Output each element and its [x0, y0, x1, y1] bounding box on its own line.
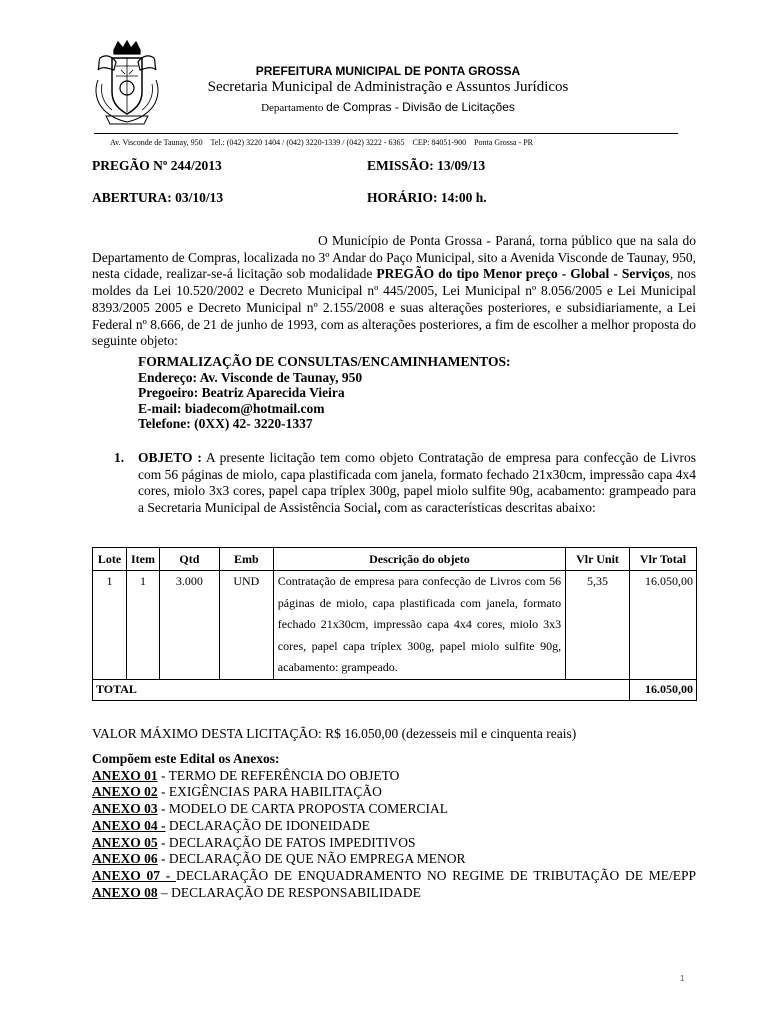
- table-row: [93, 571, 697, 680]
- department-name: [168, 100, 608, 114]
- header-item: Item: [126, 548, 159, 571]
- annex-item: ANEXO 08 – DECLARAÇÃO DE RESPONSABILIDADE: [92, 884, 421, 900]
- cell-vlr-unit: 5,35: [566, 571, 630, 680]
- annex-item: ANEXO 04 - DECLARAÇÃO DE IDONEIDADE: [92, 817, 370, 833]
- department-prefix: Departamento: [261, 102, 324, 114]
- annex-item: ANEXO 03 - MODELO DE CARTA PROPOSTA COMERCIAL: [92, 801, 448, 817]
- annex-item: ANEXO 06 - DECLARAÇÃO DE QUE NÃO EMPREGA MENOR: [92, 851, 466, 867]
- opening-date: ABERTURA: 03/10/13: [92, 190, 224, 205]
- header-divider: [94, 133, 678, 134]
- org-name: PREFEITURA MUNICIPAL DE PONTA GROSSA: [255, 64, 521, 78]
- street-address: Av. Visconde de Taunay, 950: [110, 138, 203, 147]
- cell-lote: 1: [93, 571, 127, 680]
- header-emb: Emb: [219, 548, 273, 571]
- emission-date: EMISSÃO: 13/09/13: [367, 158, 486, 173]
- cell-emb: UND: [219, 571, 273, 680]
- annex-item: ANEXO 02 - EXIGÊNCIAS PARA HABILITAÇÃO: [92, 784, 382, 800]
- header-vlr-unit: Vlr Unit: [566, 548, 630, 571]
- address-line: [110, 138, 539, 147]
- modality-bold: PREGÃO do tipo Menor preço - Global - Serviços: [376, 266, 670, 282]
- pregao-number: PREGÃO Nº 244/2013: [92, 158, 222, 173]
- annex-item: ANEXO 01 - TERMO DE REFERÊNCIA DO OBJETO: [92, 767, 400, 783]
- contact-title: FORMALIZAÇÃO DE CONSULTAS/ENCAMINHAMENTOS:: [138, 354, 511, 369]
- objeto-label: OBJETO :: [138, 450, 202, 465]
- page-number: 1: [680, 974, 685, 983]
- total-label: TOTAL: [93, 679, 630, 700]
- department-suffix: de Compras - Divisão de Licitações: [326, 100, 515, 114]
- contact-pregoeiro: Pregoeiro: Beatriz Aparecida Vieira: [138, 385, 345, 401]
- header-desc: Descrição do objeto: [273, 548, 565, 571]
- postal-code: CEP: 84051-900: [412, 138, 467, 147]
- cell-qtd: 3.000: [159, 571, 219, 680]
- header-vlr-total: Vlr Total: [629, 548, 696, 571]
- table-header-row: [93, 548, 697, 571]
- max-value: VALOR MÁXIMO DESTA LICITAÇÃO: R$ 16.050,00 (dezesseis mil e cinquenta reais): [92, 726, 577, 741]
- opening-time: HORÁRIO: 14:00 h.: [367, 190, 487, 205]
- phone-numbers: Tel.: (042) 3220 1404 / (042) 3220-1339 / (042) 3222 - 6365: [210, 138, 405, 147]
- annexes-title: Compõem este Edital os Anexos:: [92, 751, 280, 766]
- intro-paragraph: O Município de Ponta Grossa - Paraná, torna público que na sala do Departamento de Compras, localizada no 3º Andar do Paço Municipal, sito a Avenida Visconde de Taunay, 950, nesta cidade, realizar-se-á licitação sob modalidade PREGÃO do tipo Menor preço - Global - Serviços, nos moldes da Lei 10.520/2002 e Decreto Municipal nº 445/2005, Lei Municipal nº 8.056/2005 e Lei Municipal 8393/2005 2005 e Decreto Municipal nº 2.155/2008 e suas alterações posteriores, e subsidiariamente, a Lei Federal nº 8.666, de 21 de junho de 1993, com as alterações posteriores, a fim de escolher a melhor proposta do seguinte objeto:: [92, 233, 696, 349]
- annex-item: ANEXO 05 - DECLARAÇÃO DE FATOS IMPEDITIVOS: [92, 834, 416, 850]
- section-number: 1.: [114, 450, 125, 465]
- table-total-row: [93, 679, 697, 700]
- contact-block: [138, 354, 511, 432]
- coat-of-arms-icon: [92, 40, 162, 126]
- city: Ponta Grossa - PR: [474, 138, 533, 147]
- total-value: 16.050,00: [629, 679, 696, 700]
- header-lote: Lote: [93, 548, 127, 571]
- header-qtd: Qtd: [159, 548, 219, 571]
- secretaria-name: Secretaria Municipal de Administração e Assuntos Jurídicos: [207, 79, 569, 95]
- items-table: [92, 547, 697, 701]
- cell-vlr-total: 16.050,00: [629, 571, 696, 680]
- contact-phone: Telefone: (0XX) 42- 3220-1337: [138, 416, 313, 432]
- cell-item: 1: [126, 571, 159, 680]
- cell-desc: Contratação de empresa para confecção de Livros com 56 páginas de miolo, capa plastificada com janela, formato fechado 21x30cm, impressão capa 4x4 cores, miolo 3x3 cores, papel capa tríplex 300g, papel miolo sulfite 90g, acabamento: grampeado.: [273, 571, 565, 680]
- annexes-list: [92, 751, 696, 901]
- contact-address: Endereço: Av. Visconde de Taunay, 950: [138, 369, 363, 385]
- contact-email: E-mail: biadecom@hotmail.com: [138, 400, 325, 416]
- objeto-text: OBJETO : A presente licitação tem como objeto Contratação de empresa para confecção de Livros com 56 páginas de miolo, capa plastificada com janela, formato fechado 21x30cm, impressão capa 4x4 cores, miolo 3x3 cores, papel capa tríplex 300g, papel miolo sulfite 90g, acabamento: grampeado para a Secretaria Municipal de Assistência Social, com as características descritas abaixo:: [138, 450, 696, 516]
- annex-item: ANEXO 07 - DECLARAÇÃO DE ENQUADRAMENTO NO REGIME DE TRIBUTAÇÃO DE ME/EPP: [92, 867, 697, 883]
